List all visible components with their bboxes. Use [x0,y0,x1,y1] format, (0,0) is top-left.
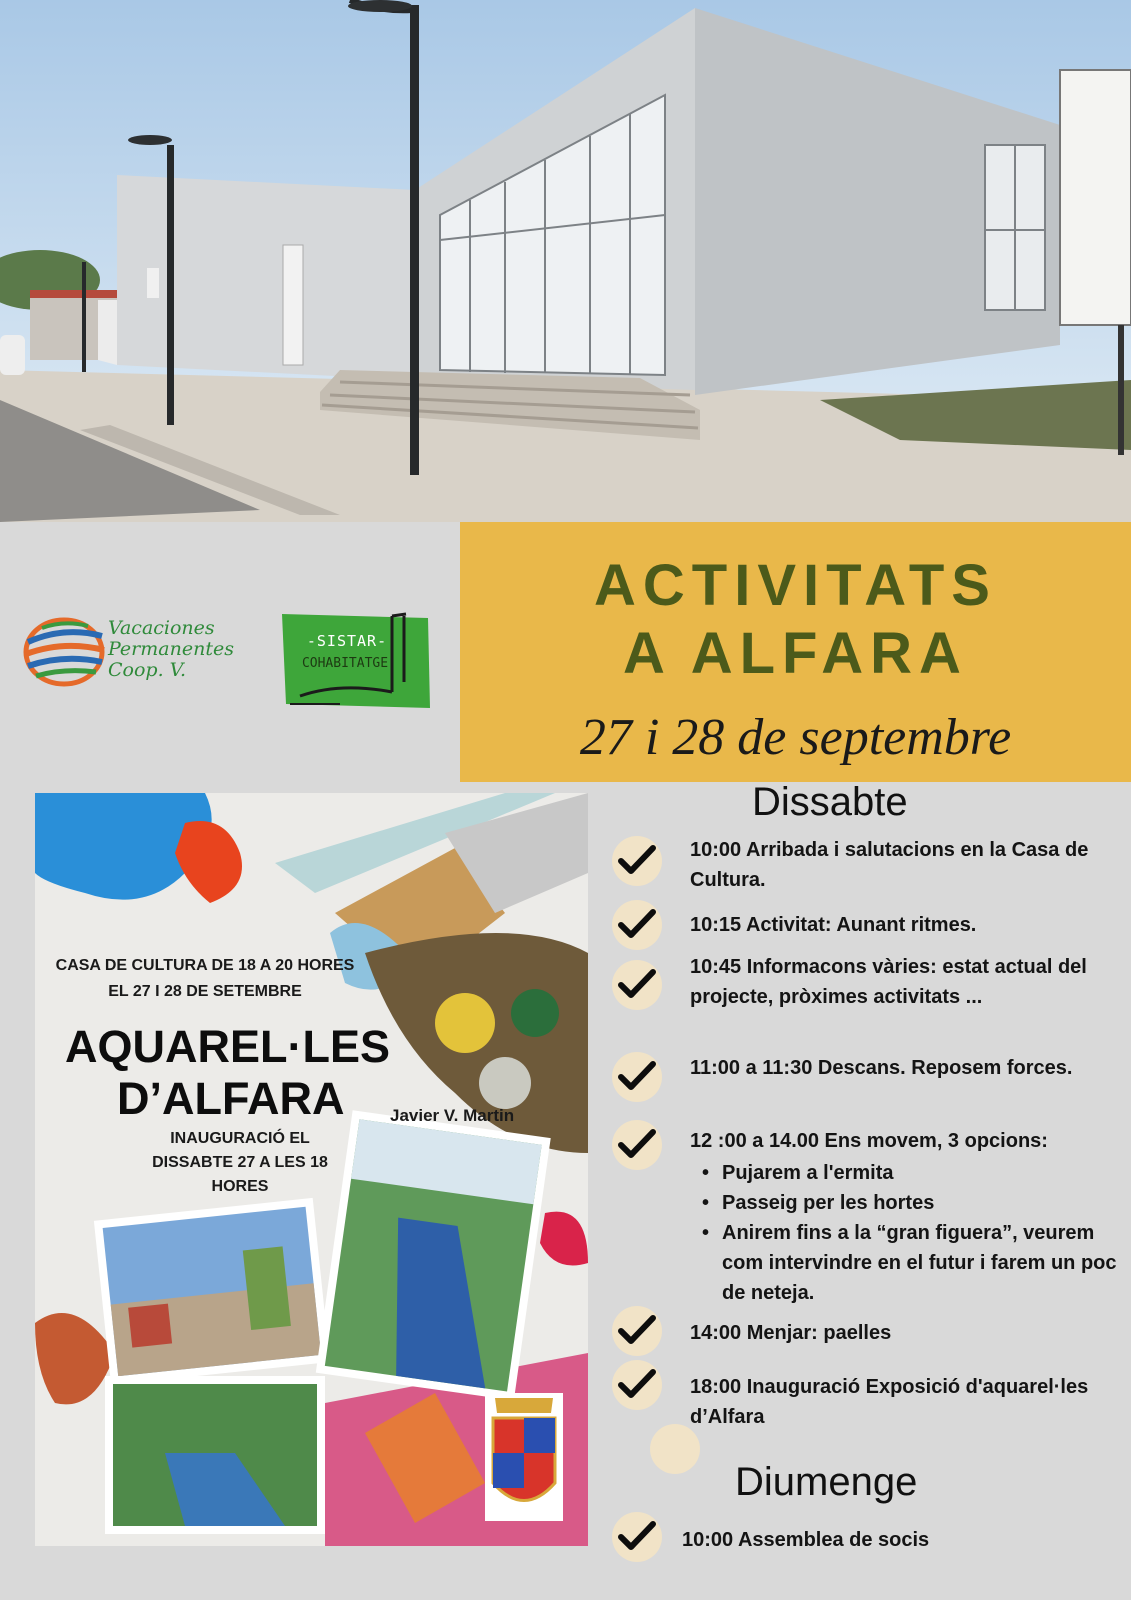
hero-photo [0,0,1131,522]
schedule-item-1000: 10:00 Arribada i salutacions en la Casa de Cultura. [690,839,1089,891]
sistar-name: -SISTAR- [306,632,388,650]
check-icon [612,1120,662,1170]
sunday-title: Diumenge [735,1460,918,1504]
schedule-item-1400: 14:00 Menjar: paelles [690,1322,892,1344]
sistar-cohabitatge-logo [280,612,435,712]
poster-title-line-1: AQUAREL·LES [65,1021,390,1072]
poster-author: Javier V. Martin [390,1106,515,1125]
saturday-title: Dissabte [752,780,908,824]
title-line-1: ACTIVITATS [594,553,997,618]
poster-inauguration: INAUGURACIÓ EL DISSABTE 27 A LES 18 HORES [152,1130,328,1195]
check-icon [612,1512,662,1562]
schedule-item-1015: 10:15 Activitat: Aunant ritmes. [690,914,977,936]
logos-area [0,522,460,782]
title-line-2: A ALFARA [623,621,968,686]
check-icon [612,1052,662,1102]
check-icon [612,1360,662,1410]
option-item: • Passeig per les hortes [700,1188,1130,1218]
casa-de-cultura-building-image [0,0,1131,522]
schedule-item-1100: 11:00 a 11:30 Descans. Reposem forces. [690,1057,1073,1079]
schedule-item-1800: 18:00 Inauguració Exposició d'aquarel·les d’Alfara [690,1376,1089,1428]
vacaciones-permanentes-logo [22,614,272,704]
check-icon [612,1306,662,1356]
vacaciones-logo-text: Vacaciones Permanentes Coop. V. [108,617,234,681]
check-icon [612,900,662,950]
decorative-dot [650,1424,700,1474]
schedule-item-sunday-1000: 10:00 Assemblea de socis [682,1529,930,1551]
option-item: • Anirem fins a la “gran figuera”, veurem com intervindre en el futur i farem un poc de neteja. [700,1218,1130,1308]
aquareles-poster [35,793,588,1546]
title-box [460,522,1131,782]
sistar-subtitle: COHABITATGE [301,656,389,671]
schedule-item-1045: 10:45 Informacons vàries: estat actual del projecte, pròximes activitats ... [690,956,1087,1008]
event-date: 27 i 28 de septembre [579,709,1012,766]
alfara-coat-of-arms-icon [485,1393,563,1521]
activity-options-list [700,1158,1130,1308]
check-icon [612,836,662,886]
poster-title-line-2: D’ALFARA [117,1073,345,1124]
schedule-item-1200: 12 :00 a 14.00 Ens movem, 3 opcions: [690,1130,1048,1152]
check-icon [612,960,662,1010]
poster-info: CASA DE CULTURA DE 18 A 20 HORES EL 27 I 28 DE SETEMBRE [55,957,355,1000]
option-item: • Pujarem a l'ermita [700,1158,1130,1188]
globe-icon [22,614,107,689]
